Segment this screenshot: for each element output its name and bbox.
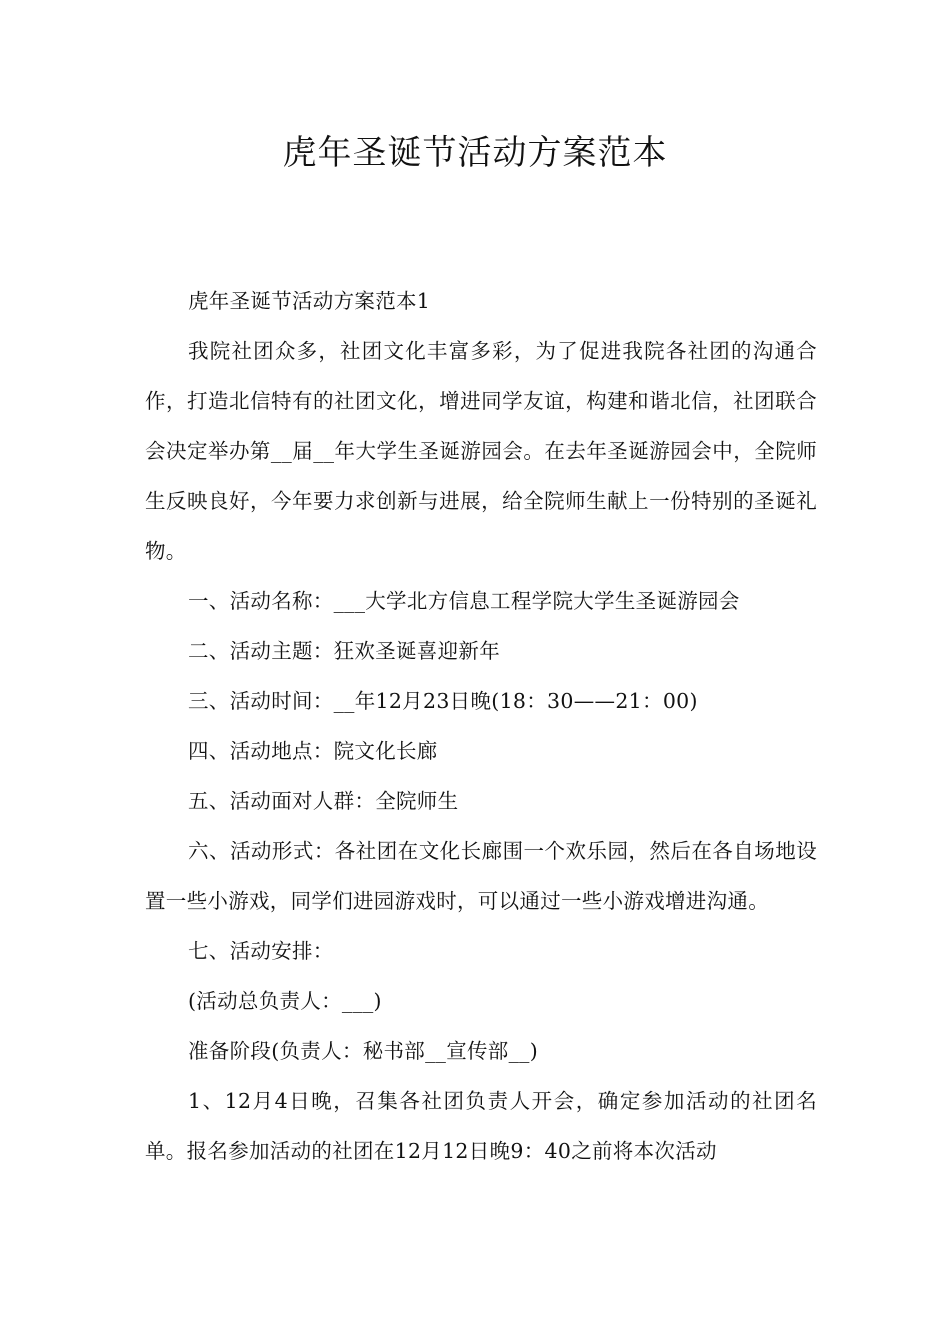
activity-arrangement-heading: 七、活动安排：: [188, 939, 334, 963]
preparation-step-1: 1、12月4日晚，召集各社团负责人开会，确定参加活动的社团名单。报名参加活动的社团在12月12日晚9：40之前将本次活动: [145, 1089, 817, 1163]
section-heading: 虎年圣诞节活动方案范本1: [188, 289, 431, 313]
activity-time-item: 三、活动时间：__年12月23日晚(18：30——21：00): [188, 689, 698, 713]
activity-theme-item: 二、活动主题：狂欢圣诞喜迎新年: [188, 639, 500, 663]
activity-format-item: 六、活动形式：各社团在文化长廊围一个欢乐园，然后在各自场地设置一些小游戏，同学们进园游戏时，可以通过一些小游戏增进沟通。: [145, 839, 817, 913]
document-title: 虎年圣诞节活动方案范本: [282, 133, 668, 173]
document-body: [145, 276, 817, 1176]
preparation-stage-line: 准备阶段(负责人：秘书部__宣传部__): [188, 1039, 538, 1063]
general-manager-line: (活动总负责人：___): [188, 989, 382, 1013]
activity-audience-item: 五、活动面对人群：全院师生: [188, 789, 459, 813]
activity-name-item: 一、活动名称：___大学北方信息工程学院大学生圣诞游园会: [188, 589, 740, 613]
intro-paragraph: 我院社团众多，社团文化丰富多彩，为了促进我院各社团的沟通合作，打造北信特有的社团文化，增进同学友谊，构建和谐北信，社团联合会决定举办第__届__年大学生圣诞游园会。在去年圣诞游园会中，全院师生反映良好，今年要力求创新与进展，给全院师生献上一份特别的圣诞礼物。: [145, 339, 817, 563]
activity-location-item: 四、活动地点：院文化长廊: [188, 739, 438, 763]
